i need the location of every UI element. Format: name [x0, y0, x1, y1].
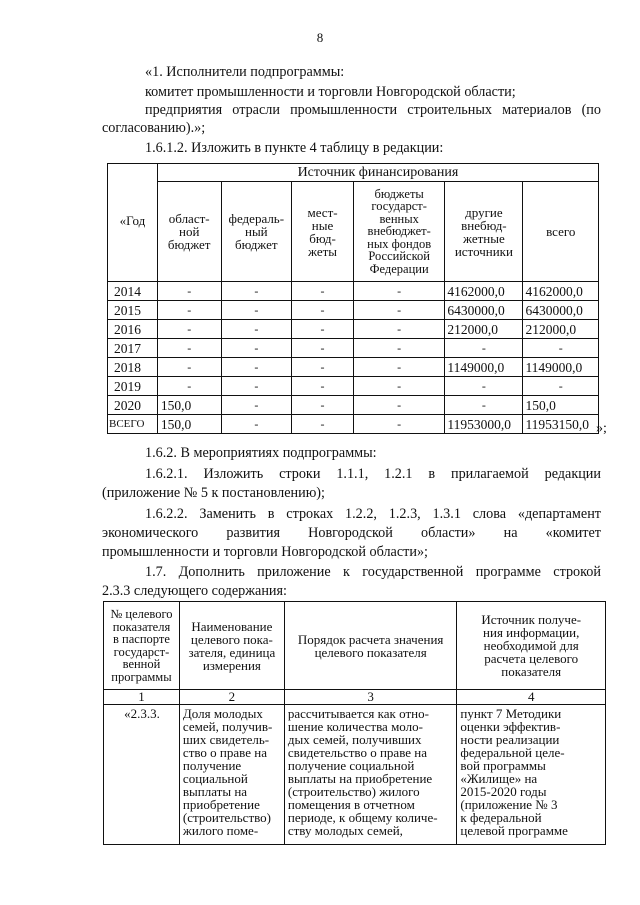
col-header-total: всего [523, 182, 599, 282]
cell-local: - [292, 415, 354, 434]
row-year: 2019 [108, 377, 158, 396]
index-cell: 2 [179, 690, 284, 705]
cell-total: - [523, 377, 599, 396]
cell-other: 6430000,0 [445, 301, 523, 320]
cell-local: - [292, 301, 354, 320]
row-information-source: пункт 7 Методики оценки эффектив- ности реализации федеральной целе- вой программы «Жилище» на 2015-2020 годы (приложение № 3 к федеральной целевой программе [457, 705, 606, 845]
cell-regional: - [157, 282, 221, 301]
header-information-source: Источник получе- ния информации, необходимой для расчета целевого показателя [457, 602, 606, 690]
col-header-other: другие внебюд- жетные источники [445, 182, 523, 282]
row-year: ВСЕГО [108, 415, 158, 434]
index-cell: 4 [457, 690, 606, 705]
cell-regional: 150,0 [157, 415, 221, 434]
row-year: 2020 [108, 396, 158, 415]
cell-federal: - [221, 301, 292, 320]
row-year: 2018 [108, 358, 158, 377]
table-closing-mark: »; [596, 421, 607, 436]
cell-state-funds: - [353, 377, 444, 396]
financing-row [108, 396, 599, 415]
paragraph-replace-line2: экономического развития Новгородской области» на «комитет [102, 525, 601, 541]
financing-row [108, 320, 599, 339]
row-year: 2015 [108, 301, 158, 320]
row-number: «2.3.3. [104, 705, 180, 845]
row-year: 2016 [108, 320, 158, 339]
cell-local: - [292, 282, 354, 301]
paragraph-table-intro: 1.6.1.2. Изложить в пункте 4 таблицу в редакции: [145, 140, 444, 156]
cell-state-funds: - [353, 282, 444, 301]
index-cell: 3 [284, 690, 457, 705]
cell-regional: - [157, 339, 221, 358]
paragraph-executors-heading: «1. Исполнители подпрограммы: [145, 64, 345, 80]
cell-local: - [292, 358, 354, 377]
cell-federal: - [221, 339, 292, 358]
paragraph-replace-line3: промышленности и торговли Новгородской области»; [102, 544, 428, 560]
cell-federal: - [221, 282, 292, 301]
financing-row [108, 415, 599, 434]
cell-other: - [445, 396, 523, 415]
paragraph-append-line2: 2.3.3 следующего содержания: [102, 583, 287, 599]
financing-table [107, 163, 599, 434]
cell-other: 4162000,0 [445, 282, 523, 301]
cell-regional: - [157, 358, 221, 377]
cell-total: 1149000,0 [523, 358, 599, 377]
cell-total: 6430000,0 [523, 301, 599, 320]
year-header: «Год [108, 164, 158, 282]
row-year: 2017 [108, 339, 158, 358]
cell-regional: - [157, 320, 221, 339]
financing-row [108, 301, 599, 320]
paragraph-append-line1: 1.7. Дополнить приложение к государственной программе строкой [145, 564, 601, 580]
cell-other: 1149000,0 [445, 358, 523, 377]
cell-total: 11953150,0 [523, 415, 599, 434]
financing-row [108, 339, 599, 358]
cell-state-funds: - [353, 320, 444, 339]
cell-other: - [445, 339, 523, 358]
financing-row [108, 377, 599, 396]
header-indicator-number: № целевого показателя в паспорте государст- венной программы [104, 602, 180, 690]
paragraph-enterprises-line2: согласованию).»; [102, 120, 206, 136]
col-header-local: мест- ные бюд- жеты [292, 182, 354, 282]
financing-row [108, 358, 599, 377]
cell-federal: - [221, 320, 292, 339]
page-number: 8 [316, 30, 324, 45]
cell-federal: - [221, 377, 292, 396]
cell-local: - [292, 396, 354, 415]
paragraph-replace-line1: 1.6.2.2. Заменить в строках 1.2.2, 1.2.3, 1.3.1 слова «департамент [145, 506, 601, 522]
cell-regional: 150,0 [157, 396, 221, 415]
cell-state-funds: - [353, 358, 444, 377]
col-header-state-funds: бюджеты государст- венных внебюджет- ных фондов Российской Федерации [353, 182, 444, 282]
cell-other: 11953000,0 [445, 415, 523, 434]
header-indicator-name: Наименование целевого пока- зателя, единица измерения [179, 602, 284, 690]
cell-regional: - [157, 301, 221, 320]
financing-source-header: Источник финансирования [157, 164, 598, 182]
cell-total: 212000,0 [523, 320, 599, 339]
row-calculation-method: рассчитывается как отно- шение количества моло- дых семей, получивших свидетельство о праве на получение социальной выплаты на приобретение (строительство) жилого помещения в отчетном периоде, к общему количе- ству молодых семей, [284, 705, 457, 845]
cell-local: - [292, 377, 354, 396]
cell-federal: - [221, 415, 292, 434]
row-indicator-name: Доля молодых семей, получив- ших свидетель- ство о праве на получение социальной выплаты на приобретение (строительство) жилого поме- [179, 705, 284, 845]
cell-local: - [292, 320, 354, 339]
paragraph-committee: комитет промышленности и торговли Новгородской области; [145, 84, 516, 100]
cell-total: - [523, 339, 599, 358]
cell-state-funds: - [353, 339, 444, 358]
cell-federal: - [221, 396, 292, 415]
cell-local: - [292, 339, 354, 358]
col-header-federal: федераль- ный бюджет [221, 182, 292, 282]
cell-federal: - [221, 358, 292, 377]
cell-other: 212000,0 [445, 320, 523, 339]
cell-total: 4162000,0 [523, 282, 599, 301]
cell-total: 150,0 [523, 396, 599, 415]
paragraph-rows-line1: 1.6.2.1. Изложить строки 1.1.1, 1.2.1 в прилагаемой редакции [145, 466, 601, 482]
row-year: 2014 [108, 282, 158, 301]
paragraph-activities: 1.6.2. В мероприятиях подпрограммы: [145, 445, 377, 461]
paragraph-rows-line2: (приложение № 5 к постановлению); [102, 485, 325, 501]
cell-other: - [445, 377, 523, 396]
indicator-table [103, 601, 606, 845]
index-cell: 1 [104, 690, 180, 705]
paragraph-enterprises-line1: предприятия отрасли промышленности строительных материалов (по [145, 102, 601, 118]
cell-regional: - [157, 377, 221, 396]
financing-row [108, 282, 599, 301]
header-calculation-method: Порядок расчета значения целевого показателя [284, 602, 457, 690]
col-header-regional: област- ной бюджет [157, 182, 221, 282]
cell-state-funds: - [353, 396, 444, 415]
cell-state-funds: - [353, 415, 444, 434]
cell-state-funds: - [353, 301, 444, 320]
